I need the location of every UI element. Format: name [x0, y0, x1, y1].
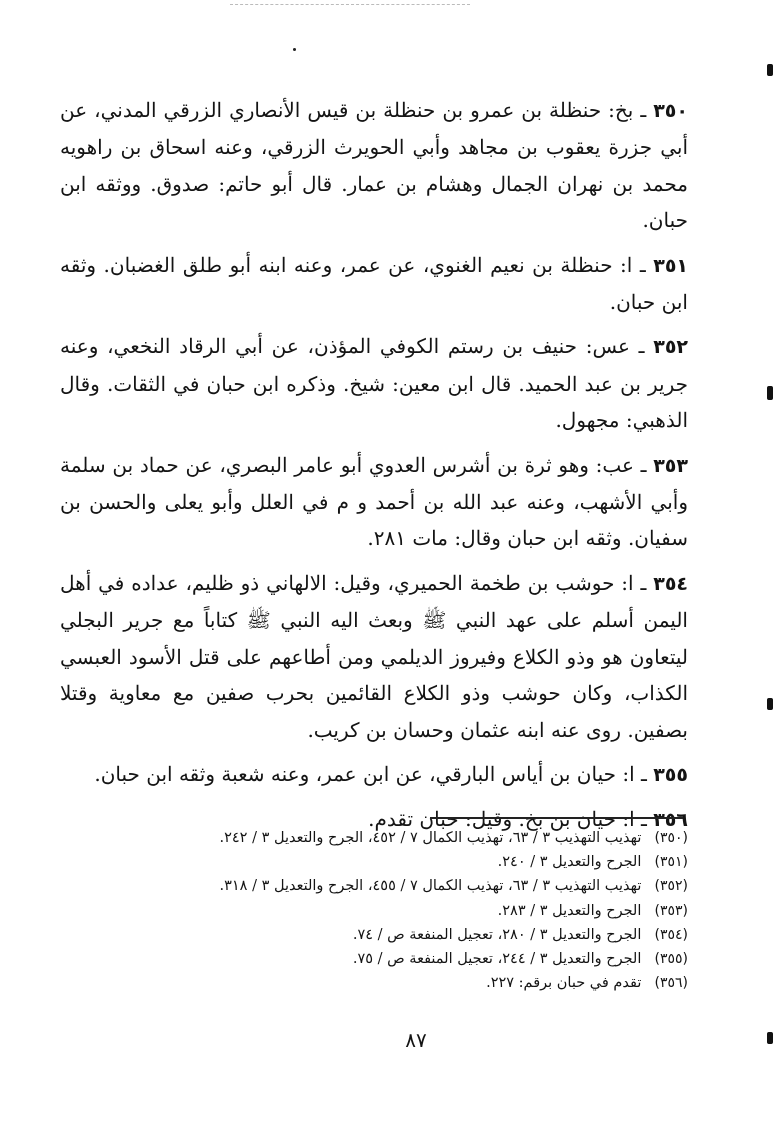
footnote-text: الجرح والتعديل ٣ / ٢٨٣.: [497, 902, 642, 919]
footnote-separator: [430, 817, 683, 819]
entry-number: ٣٥٥: [653, 763, 688, 786]
entry-number: ٣٥٦: [653, 809, 688, 832]
footnote-number: (٣٥٣): [654, 902, 688, 919]
footnote-number: (٣٥٢): [654, 878, 688, 895]
footnote-text: الجرح والتعديل ٣ / ٢٤٤، تعجيل المنفعة ص / ٧٥.: [352, 951, 642, 968]
scan-edge-mark: [767, 64, 773, 76]
scan-edge-mark: [767, 698, 773, 710]
footnote-351: [120, 850, 688, 874]
footnote-number: (٣٥٥): [654, 951, 688, 968]
footnote-text: تهذيب التهذيب ٣ / ٦٣، تهذيب الكمال ٧ / ٤٥٥، الجرح والتعديل ٣ / ٣١٨.: [219, 878, 642, 895]
footnote-text: تهذيب التهذيب ٣ / ٦٣، تهذيب الكمال ٧ / ٤٥٢، الجرح والتعديل ٣ / ٢٤٢.: [219, 830, 642, 846]
scan-edge-mark: [767, 386, 773, 400]
footnote-text: الجرح والتعديل ٣ / ٢٤٠.: [497, 854, 642, 871]
entry-text: ـ بخ: حنظلة بن عمرو بن حنظلة بن قيس الأنصاري الزرقي المدني، عن أبي جزرة يعقوب بن مجاهد وأبي الحويرث الزرقي، وعنه اسحاق بن راهويه محمد بن نهران الجمال وهشام بن عمار. قال أبو حاتم: صدوق. ووثقه ابن حبان.: [60, 98, 688, 233]
footnote-354: [120, 923, 688, 947]
entry-text: ـ عب: وهو ثرة بن أشرس العدوي أبو عامر البصري، عن حماد بن سلمة وأبي الأشهب، وعنه عبد الله بن أحمد و م في العلل وأبو يعلى والحسن بن سفيان. وثقه ابن حبان وقال: مات ٢٨١.: [60, 452, 688, 551]
footnote-number: (٣٥١): [654, 854, 688, 871]
entry-352: [60, 328, 688, 438]
entry-text: ـ ا: حوشب بن طخمة الحميري، وقيل: الالهاني ذو ظليم، عداده في أهل اليمن أسلم على عهد النبي ﷺ وبعث اليه النبي ﷺ كتاباً مع جرير البجلي ليتعاون هو وذو الكلاع وفيروز الديلمي ومن أطاعهم على قتل الأسود العبسي الكذاب، وكان حوشب وذو الكلاع القائمين بحرب صفين مع معاوية وقتلا بصفين. روى عنه ابنه عثمان وحسان بن كريب.: [60, 570, 688, 742]
entry-351: [60, 247, 688, 321]
footnote-number: (٣٥٦): [654, 975, 688, 992]
footnote-text: تقدم في حبان برقم: ٢٢٧.: [486, 975, 642, 992]
entry-number: ٣٥٣: [653, 454, 688, 477]
top-scan-rule: [230, 4, 470, 5]
entry-350: [60, 92, 688, 239]
entry-355: [60, 756, 688, 793]
entry-number: ٣٥٢: [653, 336, 689, 359]
biography-entries: [60, 92, 688, 847]
footnote-number: (٣٥٤): [654, 926, 688, 943]
entry-number: ٣٥٠: [653, 100, 688, 122]
entry-353: [60, 447, 688, 557]
footnote-353: [120, 899, 688, 923]
entry-text: ـ عس: حنيف بن رستم الكوفي المؤذن، عن أبي الرقاد النخعي، وعنه جرير بن عبد الحميد. قال ابن معين: شيخ. وذكره ابن حبان في الثقات. وقال الذهبي: مجهول.: [60, 334, 688, 433]
footnote-355: [120, 947, 688, 971]
entry-text: ـ ا: حيان بن أياس البارقي، عن ابن عمر، وعنه شعبة وثقه ابن حبان.: [94, 761, 647, 786]
footnote-number: (٣٥٠): [654, 830, 688, 846]
entry-text: ـ ا: حنظلة بن نعيم الغنوي، عن عمر، وعنه ابنه أبو طلق الغضبان. وثقه ابن حبان.: [60, 252, 688, 315]
scan-edge-mark: [767, 1032, 773, 1044]
entry-number: ٣٥١: [653, 254, 689, 277]
entry-number: ٣٥٤: [653, 572, 689, 595]
footnote-350: [120, 826, 688, 850]
scan-speck: [293, 48, 296, 51]
footnote-352: [120, 874, 688, 898]
footnote-356: [120, 971, 688, 995]
entry-text: ـ ا: حيان بن بخ. وقيل: حبان تقدم.: [368, 807, 647, 832]
footnotes: [120, 826, 688, 995]
entry-354: [60, 565, 688, 748]
footnote-text: الجرح والتعديل ٣ / ٢٨٠، تعجيل المنفعة ص / ٧٤.: [352, 926, 642, 943]
page-number: ٨٧: [405, 1028, 427, 1052]
